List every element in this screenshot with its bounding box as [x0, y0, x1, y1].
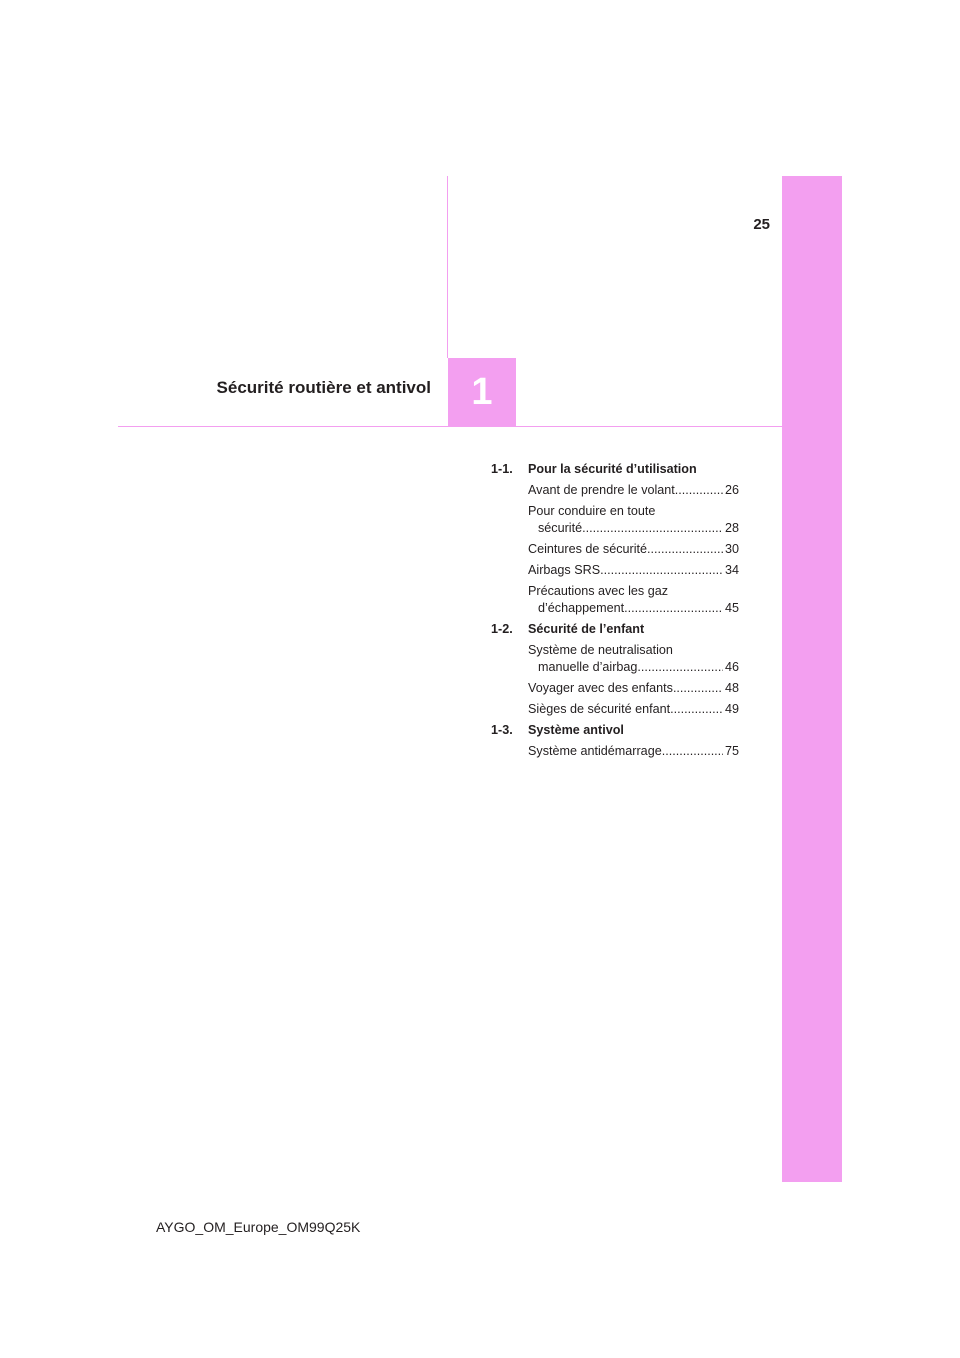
toc-entry-page: 46 [724, 660, 739, 674]
toc-entry-page: 49 [724, 702, 739, 716]
toc-entry-page: 75 [724, 744, 739, 758]
toc-entry-title: manuelle d’airbag [538, 660, 638, 674]
toc-entry-title: Avant de prendre le volant [528, 483, 675, 497]
toc-entry-line [528, 680, 739, 697]
toc-entry-page: 26 [724, 483, 739, 497]
toc-dot-leader [675, 482, 723, 499]
page-number: 25 [753, 216, 770, 233]
toc-entry-page: 34 [724, 563, 739, 577]
table-of-contents [491, 461, 739, 764]
toc-entry-title: Voyager avec des enfants [528, 681, 673, 695]
toc-section-number: 1-2. [491, 622, 513, 636]
toc-entry[interactable] [528, 482, 739, 499]
chapter-edge-tab [782, 176, 842, 1182]
toc-entry-page: 28 [724, 521, 739, 535]
toc-entry[interactable] [528, 680, 739, 697]
toc-entry-line [528, 562, 739, 579]
toc-entry[interactable] [528, 503, 739, 537]
toc-dot-leader [637, 659, 723, 676]
toc-dot-leader [600, 562, 723, 579]
toc-section-title: Sécurité de l’enfant [528, 622, 645, 636]
toc-entry-title: Système antidémarrage [528, 744, 662, 758]
chapter-number-box: 1 [448, 358, 516, 426]
toc-entry-title: Airbags SRS [528, 563, 601, 577]
header-horizontal-rule [118, 426, 782, 427]
toc-section-number: 1-1. [491, 462, 513, 476]
header-vertical-rule [447, 176, 448, 358]
toc-dot-leader [582, 520, 723, 537]
toc-entry[interactable] [528, 541, 739, 558]
toc-section-heading[interactable] [491, 722, 739, 739]
toc-entry-title: sécurité [538, 521, 583, 535]
toc-entry-line [528, 701, 739, 718]
toc-section-number: 1-3. [491, 723, 513, 737]
toc-entry-title: Sièges de sécurité enfant [528, 702, 671, 716]
toc-entry[interactable] [528, 743, 739, 760]
toc-entry[interactable] [528, 583, 739, 617]
toc-entry-line [528, 600, 739, 617]
toc-entry-line [528, 659, 739, 676]
toc-entry-line [528, 520, 739, 537]
toc-section-heading[interactable] [491, 461, 739, 478]
toc-entry-first-line: Précautions avec les gaz [528, 584, 669, 598]
toc-entry-line [528, 482, 739, 499]
toc-entry-first-line: Système de neutralisation [528, 643, 673, 657]
toc-entry[interactable] [528, 701, 739, 718]
document-footer: AYGO_OM_Europe_OM99Q25K [156, 1219, 361, 1235]
toc-entry-line [528, 541, 739, 558]
toc-entry-title: Ceintures de sécurité [528, 542, 648, 556]
toc-entry-first-line: Pour conduire en toute [528, 504, 656, 518]
toc-dot-leader [647, 541, 723, 558]
toc-section-title: Système antivol [528, 723, 624, 737]
toc-dot-leader [670, 701, 723, 718]
toc-entry[interactable] [528, 562, 739, 579]
toc-section-title: Pour la sécurité d’utilisation [528, 462, 697, 476]
toc-entry-line [528, 743, 739, 760]
toc-section-heading[interactable] [491, 621, 739, 638]
toc-entry-page: 30 [724, 542, 739, 556]
toc-entry-page: 45 [724, 601, 739, 615]
toc-entry-title: d’échappement [538, 601, 625, 615]
toc-entry[interactable] [528, 642, 739, 676]
toc-entry-page: 48 [724, 681, 739, 695]
toc-dot-leader [673, 680, 723, 697]
toc-dot-leader [662, 743, 723, 760]
toc-dot-leader [624, 600, 723, 617]
chapter-title: Sécurité routière et antivol [216, 378, 431, 397]
